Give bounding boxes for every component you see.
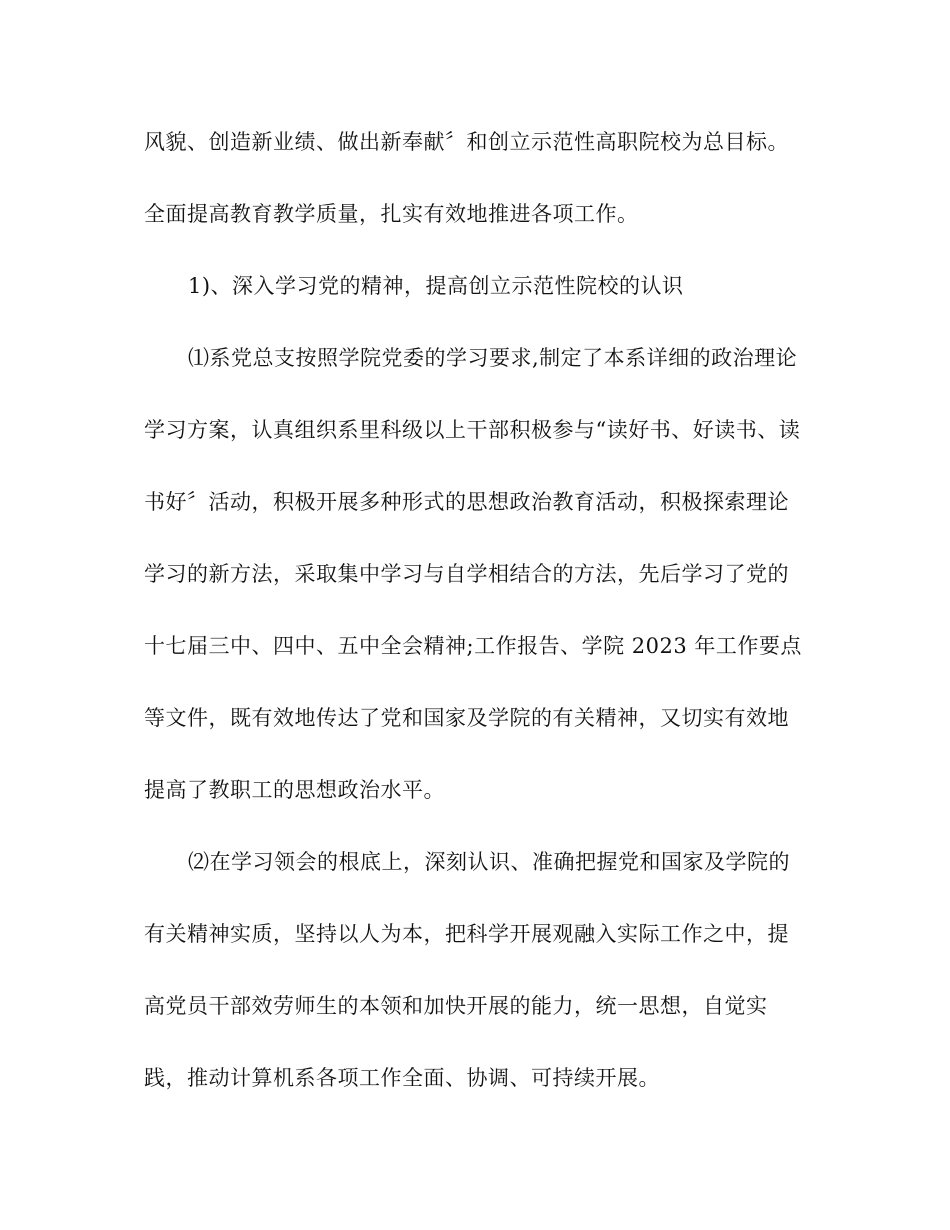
text-line: 风貌、创造新业绩、做出新奉献〞和创立示范性高职院校为总目标。 <box>144 130 789 154</box>
text-line: ⑵在学习领会的根底上，深刻认识、准确把握党和国家及学院的 <box>188 850 790 874</box>
text-line: 等文件，既有效地传达了党和国家及学院的有关精神，又切实有效地 <box>144 706 789 730</box>
text-line: ⑴系党总支按照学院党委的学习要求,制定了本系详细的政治理论 <box>188 346 798 370</box>
text-line: 学习方案，认真组织系里科级以上干部积极参与“读好书、好读书、读 <box>144 418 801 442</box>
text-line: 践，推动计算机系各项工作全面、协调、可持续开展。 <box>144 1066 660 1090</box>
text-line: 全面提高教育教学质量，扎实有效地推进各项工作。 <box>144 202 639 226</box>
text-line: 学习的新方法，采取集中学习与自学相结合的方法，先后学习了党的 <box>144 562 789 586</box>
text-line: 有关精神实质，坚持以人为本，把科学开展观融入实际工作之中，提 <box>144 922 789 946</box>
text-line: 高党员干部效劳师生的本领和加快开展的能力，统一思想，自觉实 <box>144 994 768 1018</box>
text-line: 提高了教职工的思想政治水平。 <box>144 778 445 802</box>
text-line: 十七届三中、四中、五中全会精神;工作报告、学院 2023 年工作要点 <box>144 634 802 658</box>
text-line: 书好〞活动，积极开展多种形式的思想政治教育活动，积极探索理论 <box>144 490 789 514</box>
section-heading: 1)、深入学习党的精神，提高创立示范性院校的认识 <box>188 274 684 298</box>
